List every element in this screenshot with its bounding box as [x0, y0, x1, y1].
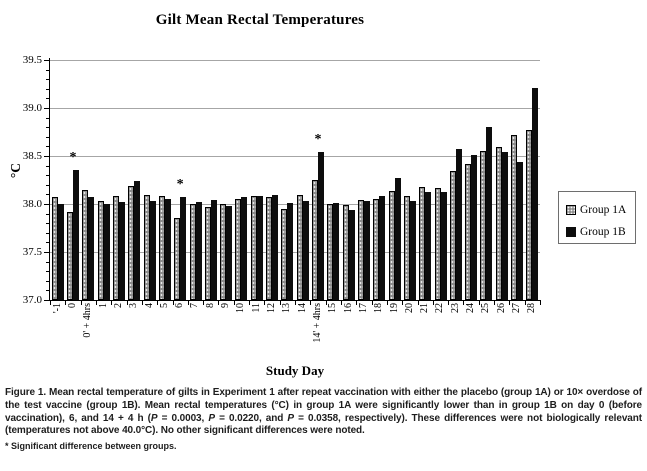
x-tick	[203, 301, 204, 305]
bar-group-1b-14' + 4hrs	[318, 152, 324, 300]
x-tick-label: 1	[97, 303, 109, 308]
x-tick-label: 16	[342, 303, 354, 313]
legend-item-group-1b	[566, 222, 635, 241]
bar-group-1b-27	[517, 162, 523, 300]
y-tick-label: 37.5	[22, 245, 42, 258]
x-tick-label: 25	[480, 303, 492, 313]
bar-group-1b-3	[134, 181, 140, 300]
caption-text: = 0.0358, respectively). These differences were not biologically relevant (temperatures not above 40.0°C). No other significant differences were noted.	[5, 412, 642, 437]
x-tick-label: 19	[388, 303, 400, 313]
x-tick-label: 4	[143, 303, 155, 308]
x-tick-label: 26	[495, 303, 507, 313]
x-axis-line	[49, 300, 541, 301]
x-tick-label: 18	[373, 303, 385, 313]
x-tick-label: 9	[220, 303, 232, 308]
bar-group-1b-15	[333, 203, 339, 300]
x-tick-label: 22	[434, 303, 446, 313]
x-tick	[295, 301, 296, 305]
bar-group-1b-16	[349, 210, 355, 300]
x-tick-label: 10	[235, 303, 247, 313]
bar-group-1b-24	[471, 155, 477, 300]
caption-text: Figure 1. Mean rectal temperature of gilts in Experiment 1 after repeat vaccination with either the placebo (group 1A) or 10× overdose of the test vaccine (group 1B). Mean rectal temperatures (°C) in group 1A were significantly lower than in group 1B on day 0 (before vaccination), 6, and 14 + 4 h (	[5, 387, 642, 424]
gridline	[50, 60, 540, 61]
x-tick-label: 13	[281, 303, 293, 313]
y-axis-line	[49, 58, 50, 301]
bar-group-1b-28	[532, 88, 538, 300]
x-tick	[448, 301, 449, 305]
bar-group-1b-26	[502, 152, 508, 300]
x-tick-label: 2	[112, 303, 124, 308]
bar-group-1b-5	[165, 199, 171, 300]
x-tick-label: 15	[327, 303, 339, 313]
gridline	[50, 156, 540, 157]
bar-group-1b-7	[196, 202, 202, 300]
bar-group-1b-9	[226, 206, 232, 300]
x-tick-label: 21	[419, 303, 431, 313]
y-tick-label: 38.0	[22, 197, 42, 210]
bar-group-1b-0	[73, 170, 79, 300]
x-axis-title: Study Day	[265, 363, 325, 378]
caption-italic-p: P	[208, 412, 215, 424]
bar-group-1b-13	[287, 203, 293, 300]
bar-group-1b-21	[425, 192, 431, 300]
caption-text: = 0.0003,	[157, 412, 209, 424]
chart-title: Gilt Mean Rectal Temperatures	[155, 12, 365, 28]
caption-text: = 0.0220, and	[214, 412, 288, 424]
bar-group-1b-2	[119, 202, 125, 300]
x-tick-label: 28	[526, 303, 538, 313]
x-tick-label: 0' + 4hrs	[82, 303, 94, 338]
x-tick-label: 14	[296, 303, 308, 313]
legend-label-group-1a: Group 1A	[580, 203, 627, 216]
bar-group-1b-23	[456, 149, 462, 300]
bar-group-1b-10	[241, 197, 247, 300]
bar-group-1b-6	[180, 197, 186, 300]
x-tick-label: 27	[511, 303, 523, 313]
figure-footnote: * Significant difference between groups.	[5, 441, 177, 451]
group-1b-swatch-icon	[566, 227, 576, 237]
bar-group-1b-25	[486, 127, 492, 300]
x-tick	[50, 301, 51, 305]
bar-group-1b-'-1	[58, 204, 64, 300]
x-tick-label: 23	[449, 303, 461, 313]
y-tick-label: 38.5	[22, 149, 42, 162]
x-tick-label: 14' + 4hrs	[311, 303, 323, 343]
legend	[558, 191, 636, 244]
x-tick-label: 3	[128, 303, 140, 308]
bar-group-1b-12	[272, 195, 278, 300]
x-tick-label: 17	[357, 303, 369, 313]
caption-italic-p: P	[150, 412, 158, 424]
bar-group-1b-19	[395, 178, 401, 300]
bar-group-1b-18	[379, 196, 385, 300]
legend-item-group-1a	[566, 200, 635, 219]
bar-group-1b-4	[150, 201, 156, 300]
bar-group-1b-17	[364, 201, 370, 300]
bar-group-1b-11	[257, 196, 263, 300]
y-tick-label: 39.5	[22, 53, 42, 66]
bar-group-1b-8	[211, 200, 217, 300]
x-tick	[494, 301, 495, 305]
x-tick-label: 0	[66, 303, 78, 308]
group-1a-swatch-icon	[566, 205, 576, 215]
x-tick-label: 20	[403, 303, 415, 313]
bar-group-1b-22	[441, 192, 447, 300]
x-tick	[96, 301, 97, 305]
x-tick-label: 6	[174, 303, 186, 308]
x-tick	[249, 301, 250, 305]
y-tick-label: 39.0	[22, 101, 42, 114]
bar-group-1b-20	[410, 201, 416, 300]
x-tick-label: 12	[266, 303, 278, 313]
bar-group-1b-14	[303, 201, 309, 300]
bar-group-1b-1	[104, 204, 110, 300]
x-tick	[341, 301, 342, 305]
x-tick	[387, 301, 388, 305]
bar-group-1b-0' + 4hrs	[88, 197, 94, 300]
y-axis-title: °C	[8, 163, 23, 179]
x-tick-label: '-1	[51, 303, 63, 314]
caption-italic-p: P	[287, 412, 294, 424]
x-tick-label: 8	[204, 303, 216, 308]
x-tick-label: 7	[189, 303, 201, 308]
x-tick-label: 11	[250, 303, 262, 313]
x-tick-label: 24	[465, 303, 477, 313]
figure-caption	[5, 387, 642, 438]
significance-asterisk: *	[69, 150, 77, 166]
gridline	[50, 108, 540, 109]
y-tick-label: 37.0	[22, 293, 42, 306]
legend-label-group-1b: Group 1B	[580, 225, 626, 238]
significance-asterisk: *	[176, 177, 184, 193]
x-tick	[540, 301, 541, 305]
x-tick-label: 5	[158, 303, 170, 308]
x-tick	[142, 301, 143, 305]
significance-asterisk: *	[314, 132, 322, 148]
